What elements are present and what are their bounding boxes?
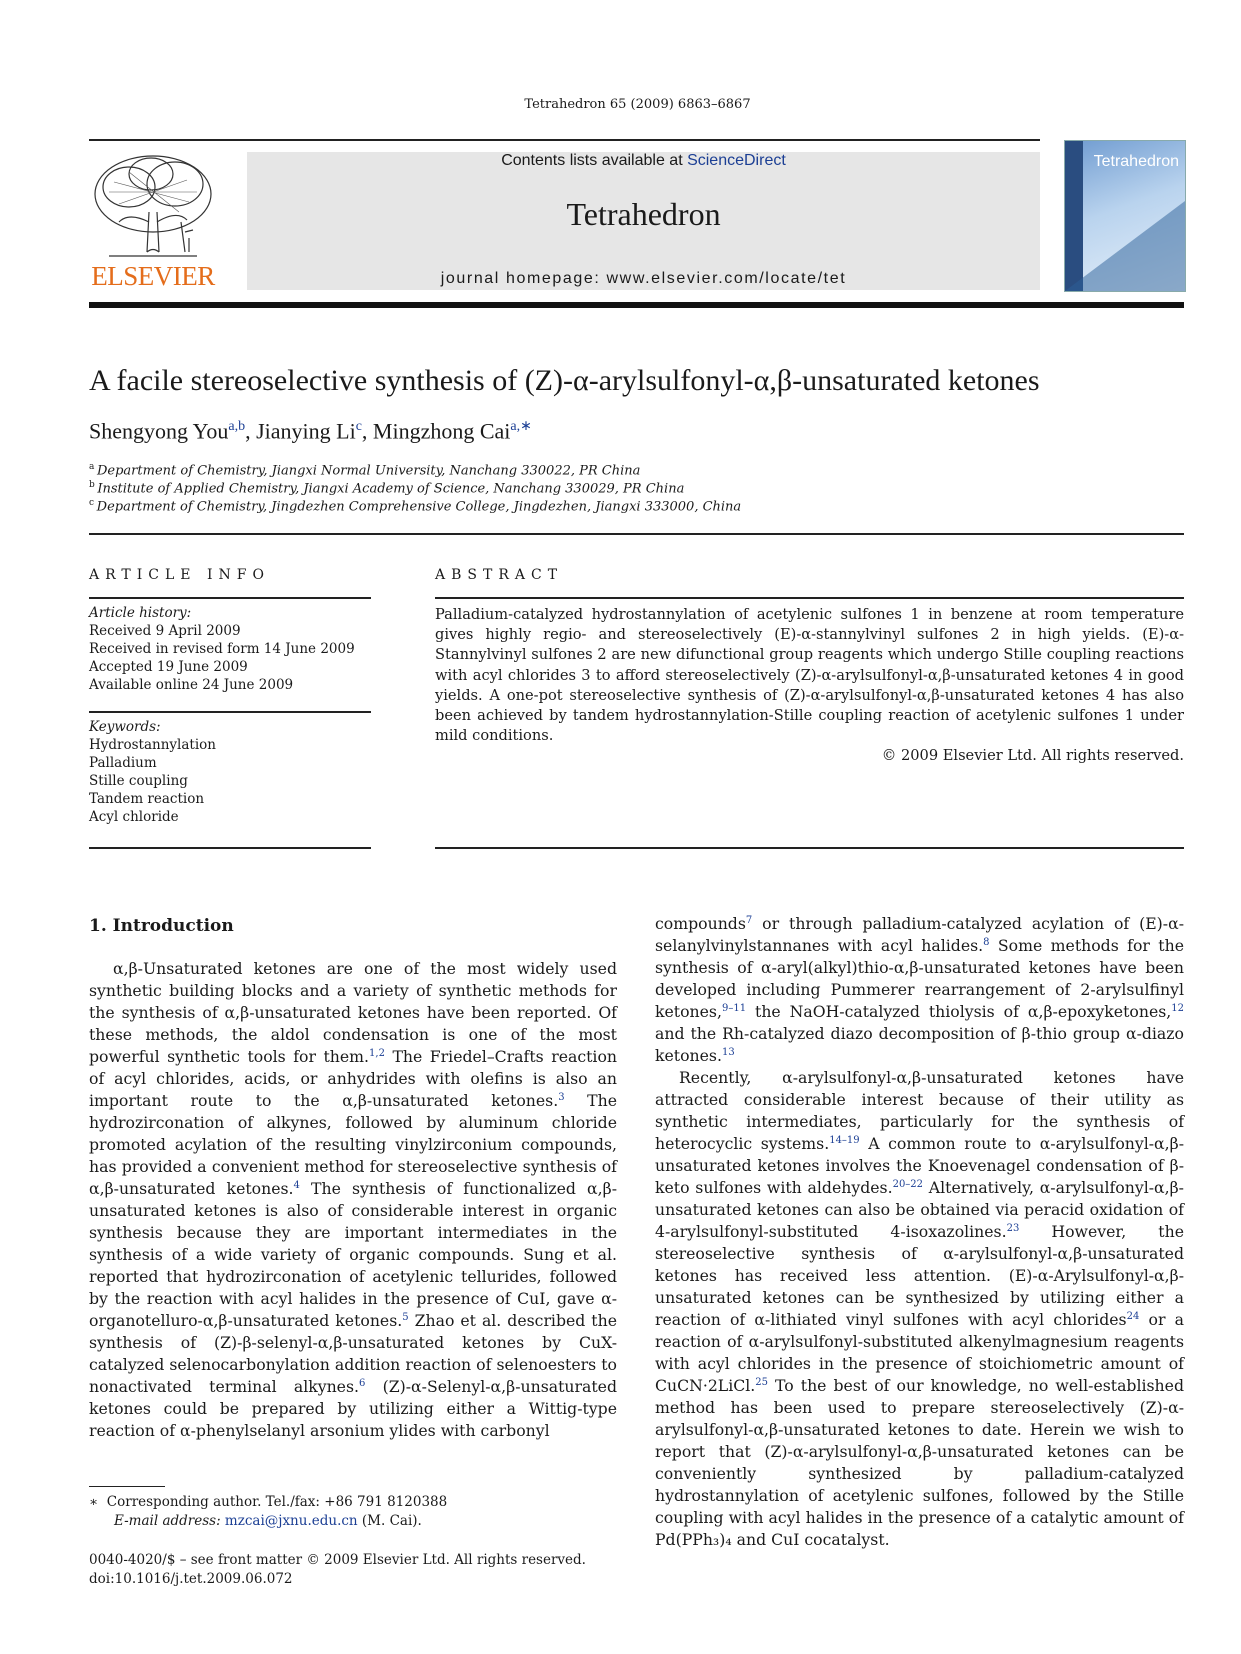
issn-line: 0040-4020/$ – see front matter © 2009 Elsevier Ltd. All rights reserved.: [89, 1552, 586, 1568]
text-run: Alternatively, α-arylsulfonyl-α,β-unsaturated ketones can also be obtained via peracid oxidation of 4-arylsulfonyl-substituted 4-isoxazolines.: [655, 1178, 1184, 1241]
cover-facet: [1065, 201, 1185, 291]
text-run: (Z)-α-Selenyl-α,β-unsaturated ketones could be prepared by utilizing either a Wittig-type reaction of α-phenylselanyl arsonium ylides with carbonyl: [89, 1377, 618, 1440]
citation-link[interactable]: 4: [293, 1179, 300, 1191]
affiliation-marker: b: [89, 480, 95, 490]
text-run: or through palladium-catalyzed acylation of (E)-α-selanylvinylstannanes with acyl halides.: [655, 914, 1184, 955]
author-name: Jianying Li: [256, 418, 356, 444]
article-info-heading: ARTICLE INFO: [89, 567, 270, 583]
text-run: or a reaction of α-arylsulfonyl-substituted alkenylmagnesium reagents with acyl chlorides in the presence of stoichiometric amount of CuCN·2LiCl.: [655, 1310, 1184, 1395]
author-list: Shengyong You$^{a,b}$, Jianying Li$^c$, Mingzhong Cai$^{a,∗}$: [89, 418, 532, 444]
cover-title: Tetrahedron: [1093, 153, 1179, 170]
affiliation: [89, 462, 640, 478]
journal-name: Tetrahedron: [566, 196, 721, 232]
history-item: Received 9 April 2009: [89, 623, 241, 639]
abstract-rule: [435, 597, 1184, 599]
citation-link[interactable]: 8: [983, 936, 990, 948]
section-heading: 1. Introduction: [89, 916, 234, 936]
affiliation-marker: c: [89, 498, 95, 508]
keyword: Hydrostannylation: [89, 737, 216, 753]
email-link[interactable]: mzcai@jxnu.edu.cn: [224, 1513, 358, 1529]
email-suffix: (M. Cai).: [357, 1513, 422, 1529]
citation-link[interactable]: 13: [721, 1046, 735, 1058]
text-run: compounds: [655, 914, 746, 933]
text-run: The hydrozirconation of alkynes, followed by aluminum chloride promoted acylation of the resulting vinylzirconium compounds, has provided a convenient method for stereoselective synthesis of α,β-unsaturated ketones.: [89, 1091, 617, 1198]
column-right: [655, 913, 1184, 1551]
info-rule: [89, 597, 371, 599]
footnote: [89, 1493, 447, 1531]
article-title: A facile stereoselective synthesis of (Z)-α-arylsulfonyl-α,β-unsaturated ketones: [89, 364, 1040, 397]
text-run: The synthesis of functionalized α,β-unsaturated ketones is also of considerable interest in organic synthesis because they are important intermediates in the synthesis of a wide variety of organic compounds. Sung et al. reported that hydrozirconation of acetylenic tellurides, followed by the reaction with acyl halides in the presence of CuI, gave α-organotelluro-α,β-unsaturated ketones.: [89, 1179, 617, 1330]
citation-link[interactable]: 1,2: [369, 1047, 385, 1059]
citation-link[interactable]: 7: [745, 914, 753, 926]
abstract-copyright: © 2009 Elsevier Ltd. All rights reserved.: [881, 747, 1184, 765]
contents-line: [247, 152, 1040, 170]
author-affiliation-link[interactable]: c: [355, 419, 362, 434]
abstract-text: Palladium-catalyzed hydrostannylation of acetylenic sulfones 1 in benzene at room temperature gives highly regio- and stereoselectively (E)-α-stannylvinyl sulfones 2 in high yields. (E)-α-Stannylvinyl sulfones 2 are new difunctional group reagents which undergo Stille coupling reactions with acyl chlorides 3 to afford stereoselectively (Z)-α-arylsulfonyl-α,β-unsaturated ketones 4 in good yields. A one-pot stereoselective synthesis of (Z)-α-arylsulfonyl-α,β-unsaturated ketones 4 has also been achieved by tandem hydrostannylation-Stille coupling reaction of acetylenic sulfones 1 under mild conditions.: [435, 606, 1184, 745]
info-rule: [89, 711, 371, 713]
text-run: the NaOH-catalyzed thiolysis of α,β-epoxyketones,: [746, 1002, 1172, 1021]
header-thick-rule: [89, 302, 1184, 308]
text-run: α,β-Unsaturated ketones are one of the most widely used synthetic building blocks and a variety of synthetic methods for the synthesis of α,β-unsaturated ketones have been reported. Of these methods, the aldol condensation is one of the most powerful synthetic tools for them.: [89, 959, 617, 1066]
citation-link[interactable]: 3: [558, 1091, 565, 1103]
section-rule: [89, 533, 1184, 535]
citation-link[interactable]: 6: [359, 1377, 366, 1389]
bottom-info: [89, 1551, 586, 1589]
column-left: [89, 918, 617, 1442]
history-item: Accepted 19 June 2009: [89, 659, 248, 675]
affiliation-text: Institute of Applied Chemistry, Jiangxi Academy of Science, Nanchang 330029, PR China: [97, 481, 685, 497]
affiliation: [89, 480, 684, 496]
footnote-rule: [89, 1486, 165, 1487]
text-run: However, the stereoselective synthesis of α-arylsulfonyl-α,β-unsaturated ketones has received less attention. (E)-α-Arylsulfonyl-α,β-unsaturated ketones can be synthesized by utilizing either a reaction of α-lithiated vinyl sulfones with acyl chlorides: [655, 1222, 1184, 1329]
citation-link[interactable]: 14–19: [829, 1134, 860, 1146]
author-name: Shengyong You: [89, 418, 229, 444]
corresponding-author: Corresponding author. Tel./fax: +86 791 8120388: [106, 1494, 448, 1510]
keywords-label: Keywords:: [89, 719, 161, 735]
doi-link[interactable]: doi:10.1016/j.tet.2009.06.072: [89, 1571, 293, 1587]
journal-banner: [247, 152, 1040, 290]
elsevier-logo[interactable]: [89, 152, 217, 292]
info-rule: [89, 847, 371, 849]
text-run: Some methods for the synthesis of α-aryl(alkyl)thio-α,β-unsaturated ketones have been developed including Pummerer rearrangement of 2-arylsulfinyl ketones,: [655, 936, 1184, 1021]
citation-link[interactable]: 23: [1006, 1222, 1020, 1234]
journal-cover[interactable]: [1064, 140, 1186, 292]
affiliation: [89, 498, 741, 514]
history-item: Received in revised form 14 June 2009: [89, 641, 355, 657]
article-history: [89, 604, 371, 694]
citation-link[interactable]: 25: [755, 1376, 768, 1388]
citation-link[interactable]: 9–11: [721, 1002, 747, 1014]
affiliation-text: Department of Chemistry, Jingdezhen Comprehensive College, Jingdezhen, Jiangxi 333000, China: [96, 499, 742, 515]
tree-icon: [89, 152, 217, 262]
paragraph: [655, 913, 1184, 1067]
paragraph: [655, 1067, 1184, 1551]
text-run: To the best of our knowledge, no well-established method has been used to prepare stereoselectively (Z)-α-arylsulfonyl-α,β-unsaturated ketones to date. Herein we wish to report that (Z)-α-arylsulfonyl-α,β-unsaturated ketones can be conveniently synthesized by palladium-catalyzed hydrostannylation of acetylenic sulfones, followed by the Stille coupling with acyl halides in the presence of a catalytic amount of Pd(PPh₃)₄ and CuI cocatalyst.: [655, 1376, 1184, 1549]
text-run: A common route to α-arylsulfonyl-α,β-unsaturated ketones involves the Knoevenagel condensation of β-keto sulfones with aldehydes.: [655, 1134, 1184, 1197]
keyword: Acyl chloride: [89, 809, 179, 825]
affiliation-marker: a: [89, 462, 95, 472]
footnote-star: ∗: [89, 1494, 99, 1510]
abstract-body: [435, 605, 1184, 767]
contents-prefix: Contents lists available at: [501, 152, 688, 169]
history-label: Article history:: [89, 605, 192, 621]
affiliation-text: Department of Chemistry, Jiangxi Normal University, Nanchang 330022, PR China: [96, 463, 641, 479]
journal-homepage-link[interactable]: journal homepage: www.elsevier.com/locate/tet: [440, 270, 847, 287]
keyword: Palladium: [89, 755, 157, 771]
header-rule: [89, 139, 1040, 141]
citation-link[interactable]: 12: [1171, 1002, 1184, 1014]
keywords: [89, 718, 371, 826]
keyword: Tandem reaction: [89, 791, 205, 807]
abstract-rule: [435, 847, 1184, 849]
abstract-heading: ABSTRACT: [435, 567, 564, 583]
sciencedirect-link[interactable]: ScienceDirect: [687, 152, 786, 169]
email-label: E-mail address:: [114, 1513, 225, 1529]
citation-link[interactable]: 5: [402, 1311, 409, 1323]
text-run: The Friedel–Crafts reaction of acyl chlorides, acids, or anhydrides with olefins is also an important route to the α,β-unsaturated ketones.: [89, 1047, 617, 1110]
citation-link[interactable]: 24: [1126, 1310, 1140, 1322]
author-affiliation-link[interactable]: a,∗: [510, 419, 532, 434]
author-affiliation-link[interactable]: a,b: [228, 419, 246, 434]
history-item: Available online 24 June 2009: [89, 677, 294, 693]
paragraph: [89, 958, 617, 1442]
keyword: Stille coupling: [89, 773, 188, 789]
text-run: and the Rh-catalyzed diazo decomposition of β-thio group α-diazo ketones.: [655, 1024, 1184, 1065]
author-name: Mingzhong Cai: [372, 418, 511, 444]
text-run: Zhao et al. described the synthesis of (Z)-β-selenyl-α,β-unsaturated ketones by CuX-catalyzed selenocarbonylation addition reaction of selenoesters to nonactivated terminal alkynes.: [89, 1311, 617, 1396]
journal-reference: Tetrahedron 65 (2009) 6863–6867: [524, 97, 751, 112]
text-run: Recently, α-arylsulfonyl-α,β-unsaturated ketones have attracted considerable interest because of their utility as synthetic intermediates, particularly for the synthesis of heterocyclic systems.: [655, 1068, 1184, 1153]
citation-link[interactable]: 20–22: [892, 1178, 924, 1190]
logo-text: ELSEVIER: [91, 261, 215, 291]
